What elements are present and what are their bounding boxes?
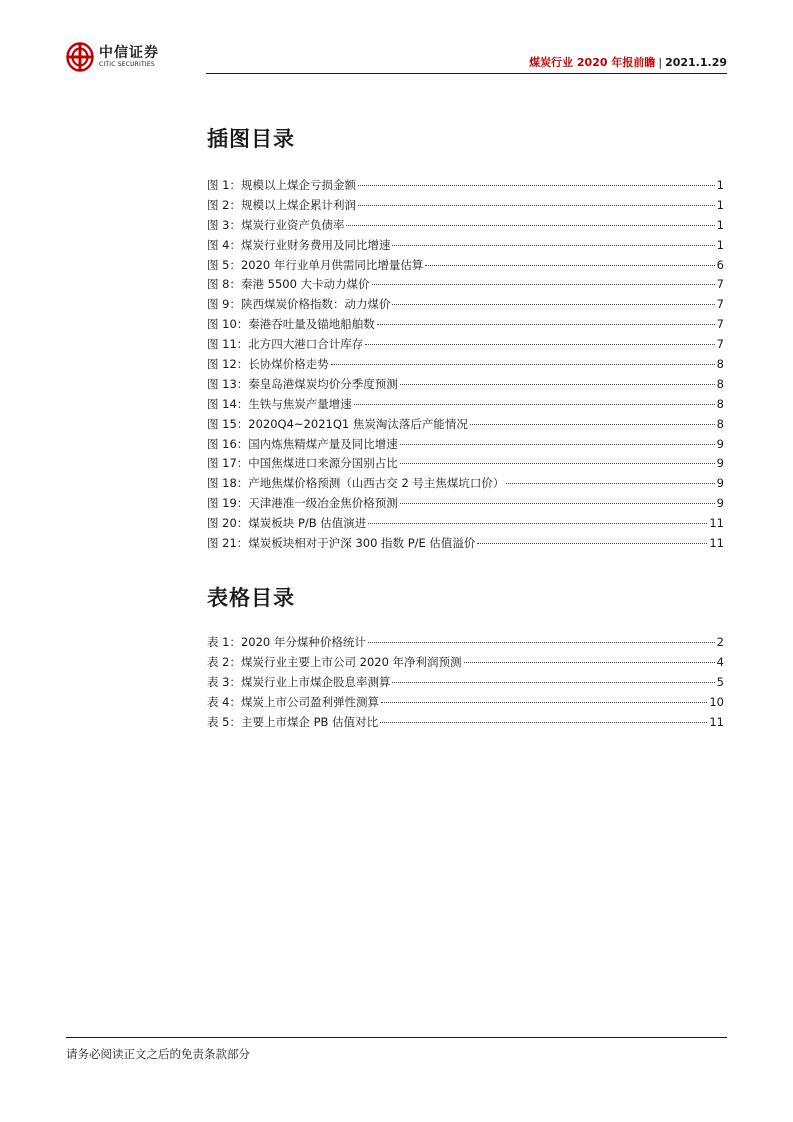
toc-dot-leader <box>477 543 707 544</box>
toc-dot-leader <box>358 185 715 186</box>
toc-dot-leader <box>392 245 714 246</box>
toc-entry-page: 8 <box>716 376 724 391</box>
toc-entry[interactable] <box>207 176 724 196</box>
report-header <box>529 56 727 70</box>
toc-entry[interactable] <box>207 633 724 653</box>
report-title: 煤炭行业 2020 年报前瞻 <box>529 56 656 69</box>
report-date: 2021.1.29 <box>665 56 727 69</box>
toc-entry-label: 表 3：煤炭行业上市煤企股息率测算 <box>207 674 391 689</box>
toc-entry-label: 表 2：煤炭行业主要上市公司 2020 年净利润预测 <box>207 654 462 669</box>
toc-entry-page: 8 <box>716 416 724 431</box>
footer-disclaimer: 请务必阅读正文之后的免责条款部分 <box>66 1047 250 1061</box>
toc-entry[interactable] <box>207 534 724 554</box>
toc-entry-label: 图 17：中国焦煤进口来源分国别占比 <box>207 456 398 471</box>
toc-entry[interactable] <box>207 435 724 455</box>
tables-heading: 表格目录 <box>207 586 295 610</box>
toc-entry-label: 图 11：北方四大港口合计库存 <box>207 337 364 352</box>
toc-entry[interactable] <box>207 415 724 435</box>
toc-entry-page: 11 <box>709 516 724 531</box>
toc-dot-leader <box>331 364 715 365</box>
toc-entry-label: 图 8：秦港 5500 大卡动力煤价 <box>207 277 370 292</box>
toc-entry-page: 11 <box>709 714 724 729</box>
toc-dot-leader <box>380 722 707 723</box>
toc-entry[interactable] <box>207 315 724 335</box>
toc-entry[interactable] <box>207 474 724 494</box>
toc-entry-page: 1 <box>716 178 724 192</box>
toc-entry[interactable] <box>207 514 724 534</box>
toc-entry-page: 1 <box>716 217 724 232</box>
toc-entry-page: 8 <box>716 396 724 411</box>
toc-entry[interactable] <box>207 335 724 355</box>
toc-entry-label: 表 4：煤炭上市公司盈利弹性测算 <box>207 694 379 709</box>
toc-entry-label: 图 1：规模以上煤企亏损金额 <box>207 178 356 192</box>
toc-entry-label: 图 3：煤炭行业资产负债率 <box>207 217 345 232</box>
toc-entry-page: 10 <box>709 694 724 709</box>
toc-entry-page: 7 <box>716 317 724 332</box>
toc-entry-page: 7 <box>716 337 724 352</box>
toc-entry-page: 5 <box>716 674 724 689</box>
toc-entry-page: 6 <box>716 257 724 272</box>
toc-entry[interactable] <box>207 355 724 375</box>
toc-entry-label: 图 15：2020Q4~2021Q1 焦炭淘汰落后产能情况 <box>207 416 468 431</box>
toc-dot-leader <box>381 702 707 703</box>
logo-chinese-name: 中信证券 <box>99 45 159 61</box>
toc-dot-leader <box>400 463 715 464</box>
toc-entry-page: 1 <box>716 197 724 212</box>
toc-entry-label: 图 10：秦港吞吐量及锚地船舶数 <box>207 317 375 332</box>
toc-entry-label: 表 5：主要上市煤企 PB 估值对比 <box>207 714 379 729</box>
toc-entry[interactable] <box>207 275 724 295</box>
toc-entry-label: 图 19：天津港准一级冶金焦价格预测 <box>207 496 398 511</box>
toc-entry[interactable] <box>207 295 724 315</box>
toc-entry-page: 7 <box>716 297 724 312</box>
figures-heading: 插图目录 <box>207 127 295 151</box>
toc-dot-leader <box>372 284 715 285</box>
toc-entry[interactable] <box>207 653 724 673</box>
toc-entry-page: 8 <box>716 357 724 372</box>
header-divider <box>206 73 727 74</box>
header-separator: | <box>658 56 663 69</box>
toc-entry-page: 2 <box>716 635 724 649</box>
toc-dot-leader <box>425 265 714 266</box>
toc-dot-leader <box>470 424 715 425</box>
toc-dot-leader <box>354 404 715 405</box>
figures-toc-list <box>207 176 724 554</box>
toc-entry-label: 图 4：煤炭行业财务费用及同比增速 <box>207 237 391 252</box>
toc-entry-label: 图 12：长协煤价格走势 <box>207 357 329 372</box>
toc-entry-label: 图 16：国内炼焦精煤产量及同比增速 <box>207 436 398 451</box>
toc-entry[interactable] <box>207 693 724 713</box>
toc-entry-page: 9 <box>716 456 724 471</box>
citic-emblem-icon <box>66 42 94 72</box>
toc-entry[interactable] <box>207 196 724 216</box>
toc-entry[interactable] <box>207 494 724 514</box>
toc-dot-leader <box>464 662 715 663</box>
toc-entry-page: 11 <box>709 536 724 551</box>
toc-dot-leader <box>368 642 715 643</box>
toc-entry-label: 图 2：规模以上煤企累计利润 <box>207 197 356 212</box>
toc-entry[interactable] <box>207 395 724 415</box>
toc-dot-leader <box>392 682 714 683</box>
footer-divider <box>66 1037 727 1038</box>
toc-entry[interactable] <box>207 216 724 236</box>
toc-entry-label: 图 9：陕西煤炭价格指数：动力煤价 <box>207 297 391 312</box>
toc-dot-leader <box>506 483 714 484</box>
toc-dot-leader <box>377 324 715 325</box>
toc-entry-page: 4 <box>716 654 724 669</box>
toc-entry-label: 表 1：2020 年分煤种价格统计 <box>207 635 366 649</box>
toc-dot-leader <box>392 304 714 305</box>
citic-logo <box>66 39 159 75</box>
toc-entry-page: 1 <box>716 237 724 252</box>
toc-entry-page: 9 <box>716 476 724 491</box>
toc-entry-page: 9 <box>716 496 724 511</box>
toc-entry-page: 7 <box>716 277 724 292</box>
toc-entry[interactable] <box>207 236 724 256</box>
toc-entry[interactable] <box>207 713 724 733</box>
toc-dot-leader <box>400 384 715 385</box>
toc-entry-label: 图 20：煤炭板块 P/B 估值演进 <box>207 516 367 531</box>
toc-entry[interactable] <box>207 454 724 474</box>
toc-dot-leader <box>346 225 714 226</box>
toc-entry[interactable] <box>207 375 724 395</box>
toc-dot-leader <box>400 444 715 445</box>
tables-toc-list <box>207 633 724 732</box>
toc-entry[interactable] <box>207 673 724 693</box>
toc-entry-label: 图 5：2020 年行业单月供需同比增量估算 <box>207 257 424 272</box>
toc-entry[interactable] <box>207 256 724 276</box>
toc-entry-label: 图 18：产地焦煤价格预测（山西古交 2 号主焦煤坑口价） <box>207 476 505 491</box>
toc-dot-leader <box>400 503 715 504</box>
toc-dot-leader <box>365 344 714 345</box>
toc-entry-label: 图 21：煤炭板块相对于沪深 300 指数 P/E 估值溢价 <box>207 536 476 551</box>
toc-entry-page: 9 <box>716 436 724 451</box>
toc-entry-label: 图 14：生铁与焦炭产量增速 <box>207 396 352 411</box>
toc-dot-leader <box>368 523 707 524</box>
toc-dot-leader <box>358 205 715 206</box>
logo-english-name: CITIC SECURITIES <box>99 61 155 68</box>
toc-entry-label: 图 13：秦皇岛港煤炭均价分季度预测 <box>207 376 398 391</box>
